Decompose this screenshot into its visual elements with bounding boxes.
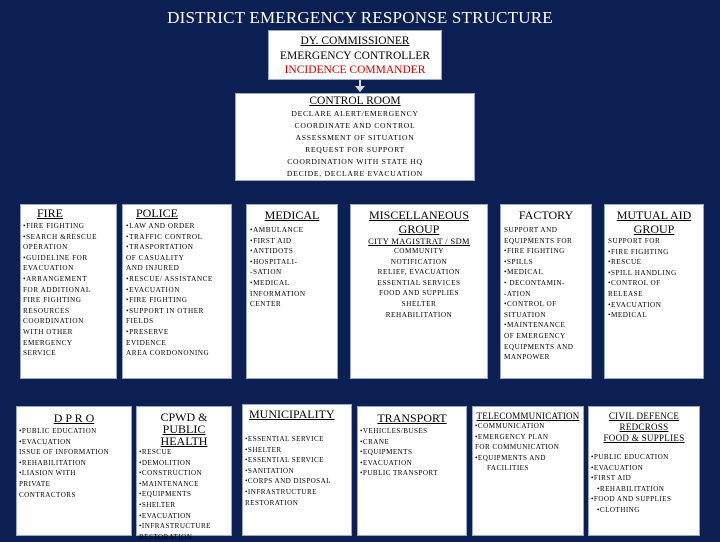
cpwd-item: •INFRASTRUCTURE <box>139 522 211 531</box>
mutual-aid-item: •EVACUATION <box>608 300 662 309</box>
control-room-item: DECLARE ALERT/EMERGENCY <box>291 109 419 118</box>
commander-line-2: EMERGENCY CONTROLLER <box>279 49 431 62</box>
cpwd-item: RESTORATION <box>139 532 193 541</box>
police-box <box>122 204 232 379</box>
fire-list <box>23 221 114 359</box>
transport-item: •VEHICLES/BUSES <box>360 427 428 435</box>
misc-item: ESSENTIAL SERVICES <box>377 278 461 287</box>
mutual-aid-item: SUPPORT FOR <box>608 237 661 245</box>
page-title: DISTRICT EMERGENCY RESPONSE STRUCTURE <box>167 8 553 27</box>
dpro-box <box>16 406 132 536</box>
misc-box <box>350 204 488 379</box>
medical-item: CENTER <box>250 300 282 309</box>
mutual-aid-item: •RESCUE <box>608 258 642 267</box>
commander-line-3: INCIDENCE COMMANDER <box>284 64 426 76</box>
telecom-item: FOR COMMUNICATION <box>475 443 560 452</box>
mutual-aid-item: •MEDICAL <box>608 311 648 320</box>
municipality-item: •ESSENTIAL SERVICE <box>245 435 324 443</box>
fire-item: EMERGENCY <box>23 338 73 347</box>
factory-item: EQUIPMENTS FOR <box>504 236 573 245</box>
control-room-item: COORDINATION WITH STATE HQ <box>287 157 423 166</box>
cpwd-item: •SHELTER <box>139 500 176 509</box>
cpwd-item: •DEMOLITION <box>139 458 191 467</box>
telecom-item: •COMMUNICATION <box>475 422 545 430</box>
police-item: AND INJURED <box>126 264 180 273</box>
transport-box <box>357 406 467 536</box>
factory-item: •SPILLS <box>504 257 534 266</box>
factory-item: • DECONTAMIN- <box>504 278 565 287</box>
medical-item: •HOSPITALI- <box>250 257 298 266</box>
dpro-item: •EVACUATION <box>19 437 72 446</box>
misc-subheading: CITY MAGISTRAT / SDM <box>368 237 470 246</box>
medical-item: •MEDICAL <box>250 278 290 287</box>
misc-item: NOTIFICATION <box>390 257 448 266</box>
fire-box <box>20 204 117 379</box>
factory-box <box>500 204 592 379</box>
cpwd-item: •MAINTENANCE <box>139 479 199 488</box>
dpro-item: ISSUE OF INFORMATION <box>19 448 110 457</box>
telecom-list <box>475 421 581 474</box>
police-item: OF CASUALITY <box>126 253 185 262</box>
medical-item: INFORMATION <box>250 289 306 298</box>
municipality-item: •INFRASTRUCTURE <box>245 487 317 496</box>
telecom-item: •EMERGENCY PLAN <box>475 432 549 441</box>
police-item: FIELDS <box>126 317 154 326</box>
municipality-list <box>245 434 349 508</box>
commander-box <box>268 30 442 80</box>
police-item: •TRAFFIC CONTROL <box>126 232 203 241</box>
misc-heading: MISCELLANEOUS GROUP <box>368 208 469 236</box>
telecom-item: •EQUIPMENTS AND <box>475 453 546 462</box>
commander-line-1: DY. COMMISSIONER <box>300 35 410 47</box>
misc-item: RELIEF, EVACUATION <box>377 268 461 277</box>
civil-defence-item: •FIRST AID <box>591 474 632 483</box>
cpwd-list <box>139 447 229 542</box>
dpro-item: •LIASION WITH <box>19 469 76 478</box>
factory-item: •MEDICAL <box>504 268 544 277</box>
medical-list <box>250 225 334 310</box>
control-room-list <box>236 108 474 180</box>
medical-item: •AMBULANCE <box>250 226 304 234</box>
police-item: •RESCUE/ ASSISTANCE <box>126 274 213 283</box>
control-room-item: COORDINATE AND CONTROL <box>294 121 416 130</box>
telecom-box <box>472 406 584 536</box>
police-heading: POLICE <box>136 206 178 220</box>
factory-item: SITUATION <box>504 310 547 319</box>
medical-item: •ANTIDOTS <box>250 247 294 256</box>
telecom-item: FACILITIES <box>487 464 529 473</box>
police-item: •EVACUATION <box>126 285 180 294</box>
fire-item: RESOURCES <box>23 306 70 315</box>
municipality-item: •CORPS AND DISPOSAL <box>245 477 331 486</box>
mutual-aid-list <box>608 236 700 321</box>
fire-item: WITH OTHER <box>23 327 74 336</box>
transport-item: •PUBLIC TRANSPORT <box>360 469 438 478</box>
transport-item: •EQUIPMENTS <box>360 448 413 457</box>
factory-item: EQUIPMENTS AND <box>504 342 574 351</box>
civil-defence-list <box>591 452 697 516</box>
civil-defence-heading-1: CIVIL DEFENCE <box>608 411 680 421</box>
misc-item: SHELTER <box>401 299 437 308</box>
transport-item: •CRANE <box>360 437 390 446</box>
municipality-heading: MUNICIPALITY <box>249 407 335 421</box>
telecom-heading: TELECOMMUNICATION <box>476 411 580 421</box>
misc-list <box>353 246 485 320</box>
municipality-item: RESTORATION <box>245 498 299 507</box>
fire-item: •SEARCH &RESCUE <box>23 232 98 241</box>
cpwd-item: •EVACUATION <box>139 511 192 520</box>
police-item: •FIRE FIGHTING <box>126 296 188 305</box>
factory-item: •CONTROL OF <box>504 300 557 309</box>
police-item: AREA CORDONONING <box>126 349 210 358</box>
municipality-item: •ESSENTIAL SERVICE <box>245 456 324 465</box>
dpro-item: PRIVATE <box>19 479 51 488</box>
medical-item: •FIRST AID <box>250 236 292 245</box>
mutual-aid-item: •SPILL HANDLING <box>608 268 677 277</box>
civil-defence-heading-3: FOOD & SUPPLIES <box>603 433 685 443</box>
mutual-aid-item: •FIRE FIGHTING <box>608 247 669 256</box>
mutual-aid-box <box>604 204 704 379</box>
fire-heading: FIRE <box>37 206 64 220</box>
cpwd-item: •RESCUE <box>139 448 172 456</box>
municipality-box <box>242 404 352 536</box>
cpwd-item: •CONSTRUCTION <box>139 469 203 478</box>
police-item: EVIDENCE <box>126 338 167 347</box>
transport-heading: TRANSPORT <box>377 411 447 425</box>
factory-item: OF EMERGENCY <box>504 331 566 340</box>
dpro-item: CONTRACTORS <box>19 490 76 499</box>
fire-item: •FIRE FIGHTING <box>23 222 85 230</box>
fire-item: FOR ADDITIONAL <box>23 285 91 294</box>
dpro-list <box>19 426 129 500</box>
dpro-item: •REHABILITATION <box>19 458 87 467</box>
factory-list <box>504 225 588 363</box>
police-item: •PRESERVE <box>126 327 169 336</box>
misc-item: REHABILITATION <box>385 310 453 319</box>
mutual-aid-item: RELEASE <box>608 289 644 298</box>
fire-item: EVACUATION <box>23 264 74 273</box>
medical-box <box>246 204 338 379</box>
police-item: •LAW AND ORDER <box>126 222 196 230</box>
municipality-item: •SHELTER <box>245 445 282 454</box>
civil-defence-item: •CLOTHING <box>597 505 640 514</box>
control-room-item: ASSESSMENT OF SITUATION <box>295 133 415 142</box>
fire-item: •ARRANGEMENT <box>23 274 88 283</box>
control-room-item: REQUEST FOR SUPPORT <box>305 145 405 154</box>
fire-item: FIRE FIGHTING <box>23 296 82 305</box>
control-room-item: DECIDE, DECLARE EVACUATION <box>286 169 424 178</box>
misc-item: FOOD AND SUPPLIES <box>378 289 460 298</box>
fire-item: SERVICE <box>23 349 57 358</box>
civil-defence-heading-2: REDCROSS <box>619 422 669 432</box>
control-room-heading: CONTROL ROOM <box>309 95 401 107</box>
control-room-box <box>235 93 475 181</box>
factory-heading: FACTORY <box>518 208 574 222</box>
connector-arrowhead <box>355 86 365 92</box>
cpwd-item: •EQUIPMENTS <box>139 490 192 499</box>
cpwd-box <box>136 406 232 541</box>
mutual-aid-heading: MUTUAL AID GROUP <box>616 208 692 236</box>
mutual-aid-item: •CONTROL OF <box>608 279 661 288</box>
civil-defence-item: •REHABILITATION <box>597 484 665 493</box>
civil-defence-item: •EVACUATION <box>591 463 644 472</box>
fire-item: •GUIDELINE FOR <box>23 253 88 262</box>
factory-item: •FIRE FIGHTING <box>504 247 565 256</box>
factory-item: •MAINTENANCE <box>504 321 566 330</box>
cpwd-heading-2: PUBLIC HEALTH <box>160 422 208 448</box>
municipality-item: •SANITATION <box>245 466 295 475</box>
dpro-item: •PUBLIC EDUCATION <box>19 427 97 435</box>
misc-item: COMMUNITY <box>393 247 445 255</box>
fire-item: COORDINATION <box>23 317 84 326</box>
civil-defence-box <box>588 406 700 536</box>
police-item: •TRASPORTATION <box>126 243 194 252</box>
factory-item: MANPOWER <box>504 353 550 362</box>
police-item: •SUPPORT IN OTHER <box>126 306 204 315</box>
medical-heading: MEDICAL <box>264 208 320 222</box>
transport-list <box>360 426 464 479</box>
police-list <box>126 221 228 359</box>
transport-item: •EVACUATION <box>360 458 413 467</box>
cpwd-heading-1: CPWD & <box>160 410 208 424</box>
medical-item: -SATION <box>250 268 282 277</box>
factory-item: -ATION <box>504 289 531 298</box>
fire-item: OPERATION <box>23 243 68 252</box>
civil-defence-item: •PUBLIC EDUCATION <box>591 453 669 461</box>
dpro-heading: D P R O <box>53 411 95 425</box>
factory-item: SUPPORT AND <box>504 226 558 234</box>
civil-defence-item: •FOOD AND SUPPLIES <box>591 495 672 504</box>
